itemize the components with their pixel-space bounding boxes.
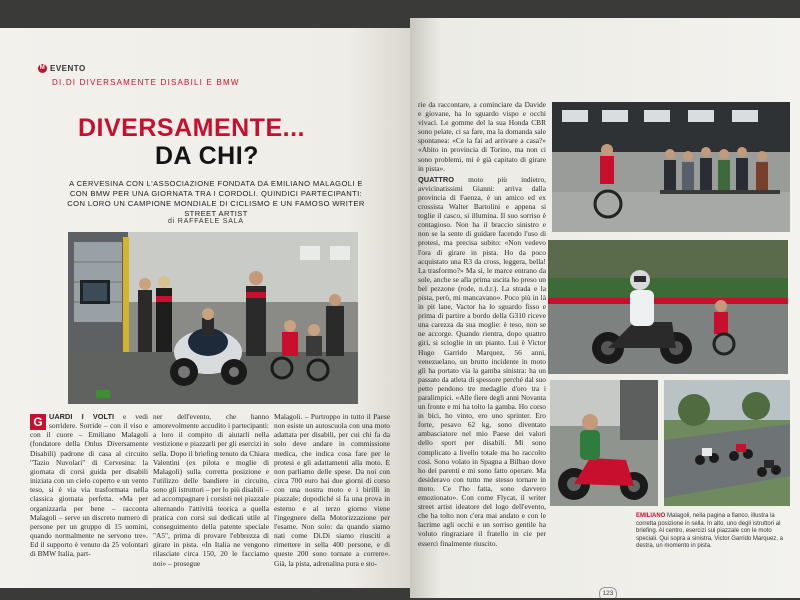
main-photo [68,232,358,404]
headline-line-2: DA CHI? [155,142,259,170]
right-page [410,18,800,598]
left-page [0,28,410,588]
column-1-body: e vedi sorridere. Sorride – con il viso e con il cuore – Emiliano Malagoli (fondatore della Onlus Diversamente Disabili) padrone di casa al circuito "Tazio Nuvolari" di Cervesina: la giornata di corsi guida per disabili iniziata con un cielo coperto e un vento teso, si è via via trasformata nella classica giornata perfetta. «Ma per organizzarla per bene – racconta Malagoli – serve un discreto numero di persone per un gruppo di 15 uomini, quando normalmente ne servono tre». Ed il supporto è venuto da 25 volontari di BMW Italia, part- [30,412,148,559]
page-number: 123 [599,587,617,598]
byline: di RAFFAELE SALA [168,218,244,225]
text-column-2 [153,412,269,568]
photo-caption [636,513,788,551]
column-2-body: ner dell'evento, che hanno amorevolmente accudito i partecipanti: a loro il compito di aiutarli nella vestizione e piazzarli per gli esercizi in sella. Dopo il briefing tenuto da Chiara Valentini (ex pilota e moglie di Malagoli) sulla corretta posizione e l'utilizzo delle bandiere in circuito, sono gli istruttori – per lo più disabili – ad accompagnare i corsisti nei piazzale alternando l'attività teorica a quella pratica con corsi sui dedicati utile al conseguimento della patente speciale "A5", prima di provare l'ebbrezza di girare in pista. «In Italia ne vengono rilasciate circa 150, 20 le facciamo noi» – prosegue [153,412,269,568]
headline-line-1: DIVERSAMENTE... [78,114,305,142]
track-photo [548,240,788,374]
text-column-1 [30,412,148,559]
section-label [38,64,86,73]
riders-track-photo [664,380,790,506]
column-3-body: Malagoli. – Purtroppo in tutto il Paese non esiste un autoscuola con una moto adattata per disabili, per cui chi fa da solo deve andare in commissione medica, che indica cosa fare per le protesi e gli adattamenti alla moto. E non parliamo delle spese. Da noi con circa 700 euro hai due giorni di corso con una nostra moto e i birilli in piazzale; dopodiché sì fa una prova in esterno e al terzo giorno viene l'ingegnere della Motorizzazione per l'esame. Non solo: da quando siamo nati come Di.Di siamo riusciti a rimettere in sella 400 persone, e di queste 200 sono tornate a correre». Già, la pista, adrenalina pura e sto- [274,412,390,568]
drop-cap: G [30,414,46,430]
briefing-photo [552,102,790,232]
section-label-text: EVENTO [50,64,86,73]
right-column-lead: QUATTRO [418,174,454,184]
caption-name: EMILIANO [636,513,666,519]
opening-words: UARDI I VOLTI [49,412,115,421]
right-column-intro: rie da raccontare, a cominciare da Davide e giovane, ha lo sguardo vispo e occhi vivaci. Le gomme del la sua Honda CBR sono pelate, ci sa fare, ma la domanda sale spontanea: «Ce la fai ad arrivare a casa?» «Abito in provincia di Torino, ma non ci sono problemi, mi è già capitato di girare in pista». [418,100,546,173]
magazine-logo-icon: M [39,65,46,72]
caption-text: Malagoli, nella pagina a fianco, illustra la corretta posizione in sella. In alto, uno degli istruttori al briefing. Al centro, esercizi sul piazzale con le moto speciali. Qui sopra a sinistra, Victor Garrido Marquez, a destra, un momento in pista. [636,513,783,550]
right-column-body: moto più indietro, avvicinatissimi Gianni: arriva dalla provincia di Faenza, è un amico ed ex crossista Walter Bartolini e appena si toglie il casco, si illumina. Il suo sorriso è contagioso. Non ha il braccio sinistro e non se la sente di guidare facendo l'uso di protesi, ma precisa subito: «Non vedevo l'ora di girare in pista. Ho da poco acquistato una R3 da cross, leggera, bella! La trasformo?» Ma sì, le marce entrano da sole, anche se alla prima uscita ho preso un bel pezzone (rode, n.d.r.). La strada e la pista, però, mi mancavano». Poco più in là in pit lane, Vactor ha lo sguardo fisso e prima di partire a bordo della G310 riceve una carezza da sua moglie: è teso, non se ne accorge. Quando rientra, dopo quattro giri, si scioglie in un pianto. Lui è Victor Hugo Garrido Marquez, 56 anni, venezuelano, un brutto incidente in moto gli ha portato via la gamba sinistra: ha un passato da atleta di spessore perché dal suo petto pendono tre medaglie d'oro tra i paralimpici. «Alle fiere degli anni Novanta un fronte e mi ha tolto la gamba. Ho corso in bici, ho vinto, ero uno sprinter. Ero forte, pesavo 62 kg, sono diventato ambasciatore nel mio Paese dei valori dello sport per disabili. Mi sono complicato a livello totale ma ho raccolto così. Sono volato in Spagna a Bilbao dove ho dei parenti e mi sono fatto operare. Ma desideravo con tutto me stesso tornare in moto. Ce l'ho fatta, sono davvero emozionato». Con come Flycat, il writer street artist ideatore del logo dell'evento, che ha tolto non c'era mai andato e con le lacrime agli occhi e un sorriso gentile ha voluto ringraziare il fratello in cie per esserci finalmente riuscito. [418,174,546,548]
text-column-3 [274,412,390,568]
subheader: DI.DI DIVERSAMENTE DISABILI E BMW [52,78,240,87]
standfirst: A CERVESINA CON L'ASSOCIAZIONE FONDATA DA EMILIANO MALAGOLI E CON BMW PER UNA GIORNATA TRA I CORDOLI. QUINDICI PARTECIPANTI: CON LORO UN CAMPIONE MONDIALE DI CICLISMO E UN FAMOSO WRITER STREET ARTIST [67,179,365,218]
right-text-column [418,100,546,548]
victor-photo [550,380,658,506]
